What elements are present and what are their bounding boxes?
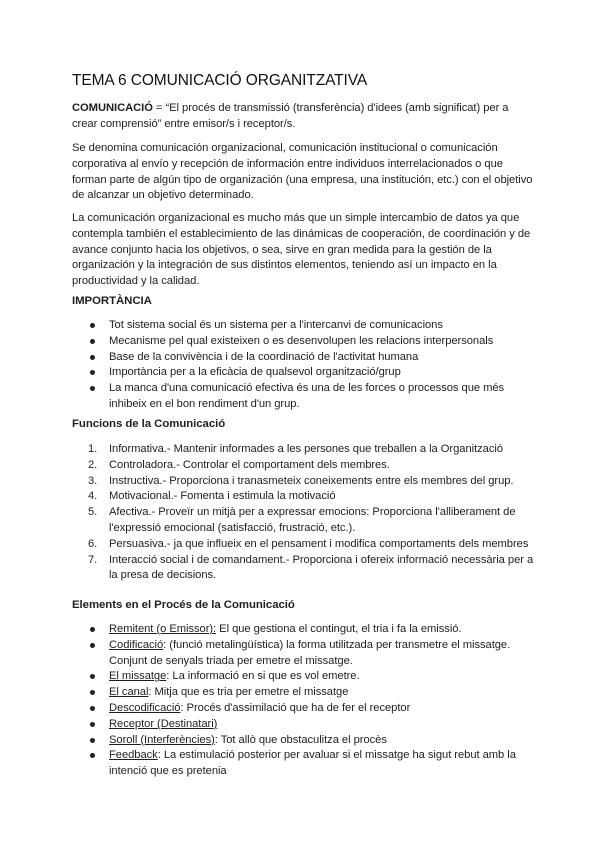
list-item: 7. Interacció social i de comandament.- Proporciona i ofereix informació necessària per a la presa de decisions. bbox=[88, 553, 534, 582]
list-item: Remitent (o Emissor): El que gestiona el contingut, el tria i fa la emissió. bbox=[72, 622, 534, 638]
list-item: Base de la convivència i de la coordinació de l'activitat humana bbox=[72, 350, 534, 366]
bullet-icon bbox=[90, 370, 95, 375]
list-item: 1. Informativa.- Mantenir informades a les persones que treballen a la Organització bbox=[88, 443, 503, 455]
bullet-icon bbox=[90, 722, 95, 727]
list-item: 6. Persuasiva.- ja que influeix en el pensament i modifica comportaments dels membres bbox=[88, 537, 529, 550]
elements-heading: Elements en el Procés de la Comunicació bbox=[72, 599, 295, 611]
element-term: Descodificació bbox=[109, 701, 181, 714]
bullet-icon bbox=[90, 674, 95, 679]
list-item: Tot sistema social és un sistema per a l'intercanvi de comunicacions bbox=[72, 318, 534, 334]
bullet-icon bbox=[90, 690, 95, 695]
element-term: Feedback bbox=[109, 749, 158, 762]
list-item: 4. Motivacional.- Fomenta i estimula la motivació bbox=[88, 490, 336, 503]
element-term: Soroll (Interferències) bbox=[109, 733, 215, 746]
bullet-icon bbox=[90, 706, 95, 711]
funcions-list bbox=[72, 442, 534, 584]
elements-list bbox=[72, 622, 534, 780]
definition-paragraph bbox=[72, 101, 534, 133]
element-term: Receptor (Destinatari) bbox=[109, 717, 218, 730]
list-item: La manca d'una comunicació efectiva és una de les forces o processos que més inhibeix en el bon rendiment d'un grup. bbox=[72, 381, 534, 413]
importancia-list bbox=[72, 318, 534, 413]
list-item: 2. Controladora.- Controlar el comportament dels membres. bbox=[88, 458, 390, 471]
bullet-icon bbox=[90, 738, 95, 743]
element-term: Remitent (o Emissor): bbox=[109, 623, 217, 635]
bullet-icon bbox=[90, 339, 95, 344]
element-term: Codificació bbox=[109, 638, 164, 651]
bullet-icon bbox=[90, 355, 95, 360]
element-term: El missatge bbox=[109, 670, 167, 683]
list-item: El missatge: La informació en si que es vol emetre. bbox=[72, 669, 534, 685]
definition-term: COMUNICACIÓ bbox=[72, 102, 153, 114]
list-item: El canal: Mitja que es tria per emetre el missatge bbox=[72, 685, 534, 701]
list-item: 5. Afectiva.- Proveïr un mitjà per a expressar emocions: Proporciona l'alliberament de l'expressió emocional (satisfacció, frustració, etc.). bbox=[88, 506, 516, 534]
list-item: Importància per a la eficàcia de qualsevol organització/grup bbox=[72, 365, 534, 381]
element-term: El canal bbox=[109, 686, 149, 699]
list-item bbox=[72, 717, 534, 733]
page-title: TEMA 6 COMUNICACIÓ ORGANITZATIVA bbox=[72, 72, 368, 89]
bullet-icon bbox=[90, 323, 95, 328]
list-item: Soroll (Interferències): Tot allò que obstaculitza el procès bbox=[72, 733, 534, 749]
list-item: Codificació: (funció metalingüística) la forma utilitzada per transmetre el missatge. Conjunt de senyals triada per emetre el missatge. bbox=[72, 638, 534, 670]
funcions-heading: Funcions de la Comunicació bbox=[72, 418, 226, 430]
list-item: Mecanisme pel qual existeixen o es desenvolupen les relacions interpersonals bbox=[72, 334, 534, 350]
list-item: Descodificació: Procés d'assimilació que ha de fer el receptor bbox=[72, 701, 534, 717]
bullet-icon bbox=[90, 386, 95, 391]
bullet-icon bbox=[90, 627, 95, 632]
definition-text: = “El procés de transmissió (transferència) d'idees (amb significat) per a crear comprensió” entre emisor/s i receptor/s. bbox=[72, 102, 509, 130]
list-item: Feedback: La estimulació posterior per avaluar si el missatge ha sigut rebut amb la intenció que es pretenia bbox=[72, 748, 534, 780]
importancia-heading: IMPORTÀNCIA bbox=[72, 295, 152, 307]
paragraph-1: Se denomina comunicación organizacional, comunicación institucional o comunicación corporativa al envío y recepción de información entre individuos interrelacionados o que forman parte de algún tipo de organización (una empresa, una institución, etc.) con el objetivo de alcanzar un objetivo determinado. bbox=[72, 142, 533, 202]
bullet-icon bbox=[90, 753, 95, 758]
bullet-icon bbox=[90, 643, 95, 648]
list-item: 3. Instructiva.- Proporciona i tranasmeteix coneixements entre els membres del grup. bbox=[88, 474, 514, 487]
paragraph-2: La comunicación organizacional es mucho más que un simple intercambio de datos ya que contempla también el establecimiento de las dinámicas de cooperación, de coordinación y de avance conjunto hacia los objetivos, o sea, sirve en gran medida para la gestión de la organización y la integración de sus distintos elementos, teniendo así un impacto en la productividad y la calidad. bbox=[72, 212, 531, 288]
